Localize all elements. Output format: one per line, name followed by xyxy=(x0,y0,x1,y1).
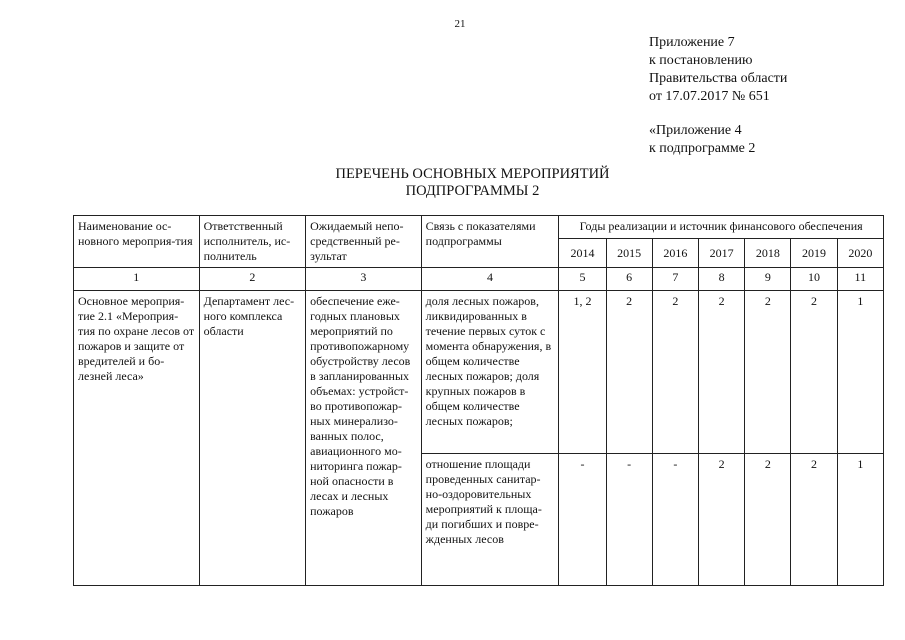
table-header-row xyxy=(74,216,884,239)
column-number: 7 xyxy=(652,268,698,291)
column-number: 11 xyxy=(837,268,883,291)
year-cell: 2018 xyxy=(745,239,791,268)
value-cell: 2 xyxy=(606,291,652,454)
year-cell: 2016 xyxy=(652,239,698,268)
value-cell: 2 xyxy=(745,291,791,454)
event-result-cell: обеспечение еже-годных плановых мероприятий по противопожарному обустройству лесов в запланированных объемах: устройст-во противопожар-ных минерализо-ванных полос, авиационного мо-ниторинга пожар-ной опасности в лесах и лесных пожаров xyxy=(306,291,422,586)
value-cell: 2 xyxy=(745,454,791,586)
value-cell: 2 xyxy=(698,454,744,586)
column-number: 4 xyxy=(421,268,559,291)
value-cell: - xyxy=(606,454,652,586)
appendix-line: Правительства области xyxy=(649,71,788,86)
year-cell: 2019 xyxy=(791,239,837,268)
year-cell: 2020 xyxy=(837,239,883,268)
appendix-sub-header xyxy=(649,122,755,158)
year-cell: 2015 xyxy=(606,239,652,268)
column-number: 2 xyxy=(199,268,306,291)
column-number: 1 xyxy=(74,268,200,291)
column-number: 9 xyxy=(745,268,791,291)
value-cell: - xyxy=(559,454,606,586)
value-cell: - xyxy=(652,454,698,586)
indicator-cell: доля лесных пожаров, ликвидированных в течение первых суток с момента обнаружения, в общем количестве лесных пожаров; доля крупных пожаров в общем количестве лесных пожаров; xyxy=(421,291,559,454)
appendix-line: к постановлению xyxy=(649,53,753,68)
column-number: 8 xyxy=(698,268,744,291)
title-line: ПЕРЕЧЕНЬ ОСНОВНЫХ МЕРОПРИЯТИЙ xyxy=(335,166,610,182)
value-cell: 1, 2 xyxy=(559,291,606,454)
value-cell: 2 xyxy=(791,454,837,586)
event-name-cell: Основное мероприя-тие 2.1 «Мероприя-тия по охране лесов от пожаров и защите от вредителей и бо-лезней леса» xyxy=(74,291,200,586)
column-number: 6 xyxy=(606,268,652,291)
year-cell: 2017 xyxy=(698,239,744,268)
header-event-name: Наименование ос-новного мероприя-тия xyxy=(74,216,200,268)
value-cell: 1 xyxy=(837,291,883,454)
value-cell: 2 xyxy=(652,291,698,454)
appendix-sub-line: «Приложение 4 xyxy=(649,123,742,138)
value-cell: 1 xyxy=(837,454,883,586)
page-number: 21 xyxy=(454,18,466,30)
appendix-line: Приложение 7 xyxy=(649,35,735,50)
column-number: 10 xyxy=(791,268,837,291)
column-number: 3 xyxy=(306,268,422,291)
header-executor: Ответственный исполнитель, ис-полнитель xyxy=(199,216,306,268)
header-result: Ожидаемый непо-средственный ре-зультат xyxy=(306,216,422,268)
value-cell: 2 xyxy=(698,291,744,454)
event-executor-cell: Департамент лес-ного комплекса области xyxy=(199,291,306,586)
table-row xyxy=(74,291,884,454)
header-indicators: Связь с показателями подпрограммы xyxy=(421,216,559,268)
header-years-group: Годы реализации и источник финансового обеспечения xyxy=(559,216,884,239)
appendix-header xyxy=(649,34,787,106)
appendix-line: от 17.07.2017 № 651 xyxy=(649,89,770,104)
document-title xyxy=(300,166,645,200)
events-table xyxy=(73,215,884,586)
year-cell: 2014 xyxy=(559,239,606,268)
value-cell: 2 xyxy=(791,291,837,454)
column-numbers-row xyxy=(74,268,884,291)
column-number: 5 xyxy=(559,268,606,291)
title-line: ПОДПРОГРАММЫ 2 xyxy=(405,183,540,199)
indicator-cell: отношение площади проведенных санитар-но-оздоровительных мероприятий к площа-ди погибших и повре-жденных лесов xyxy=(421,454,559,586)
appendix-sub-line: к подпрограмме 2 xyxy=(649,141,756,156)
